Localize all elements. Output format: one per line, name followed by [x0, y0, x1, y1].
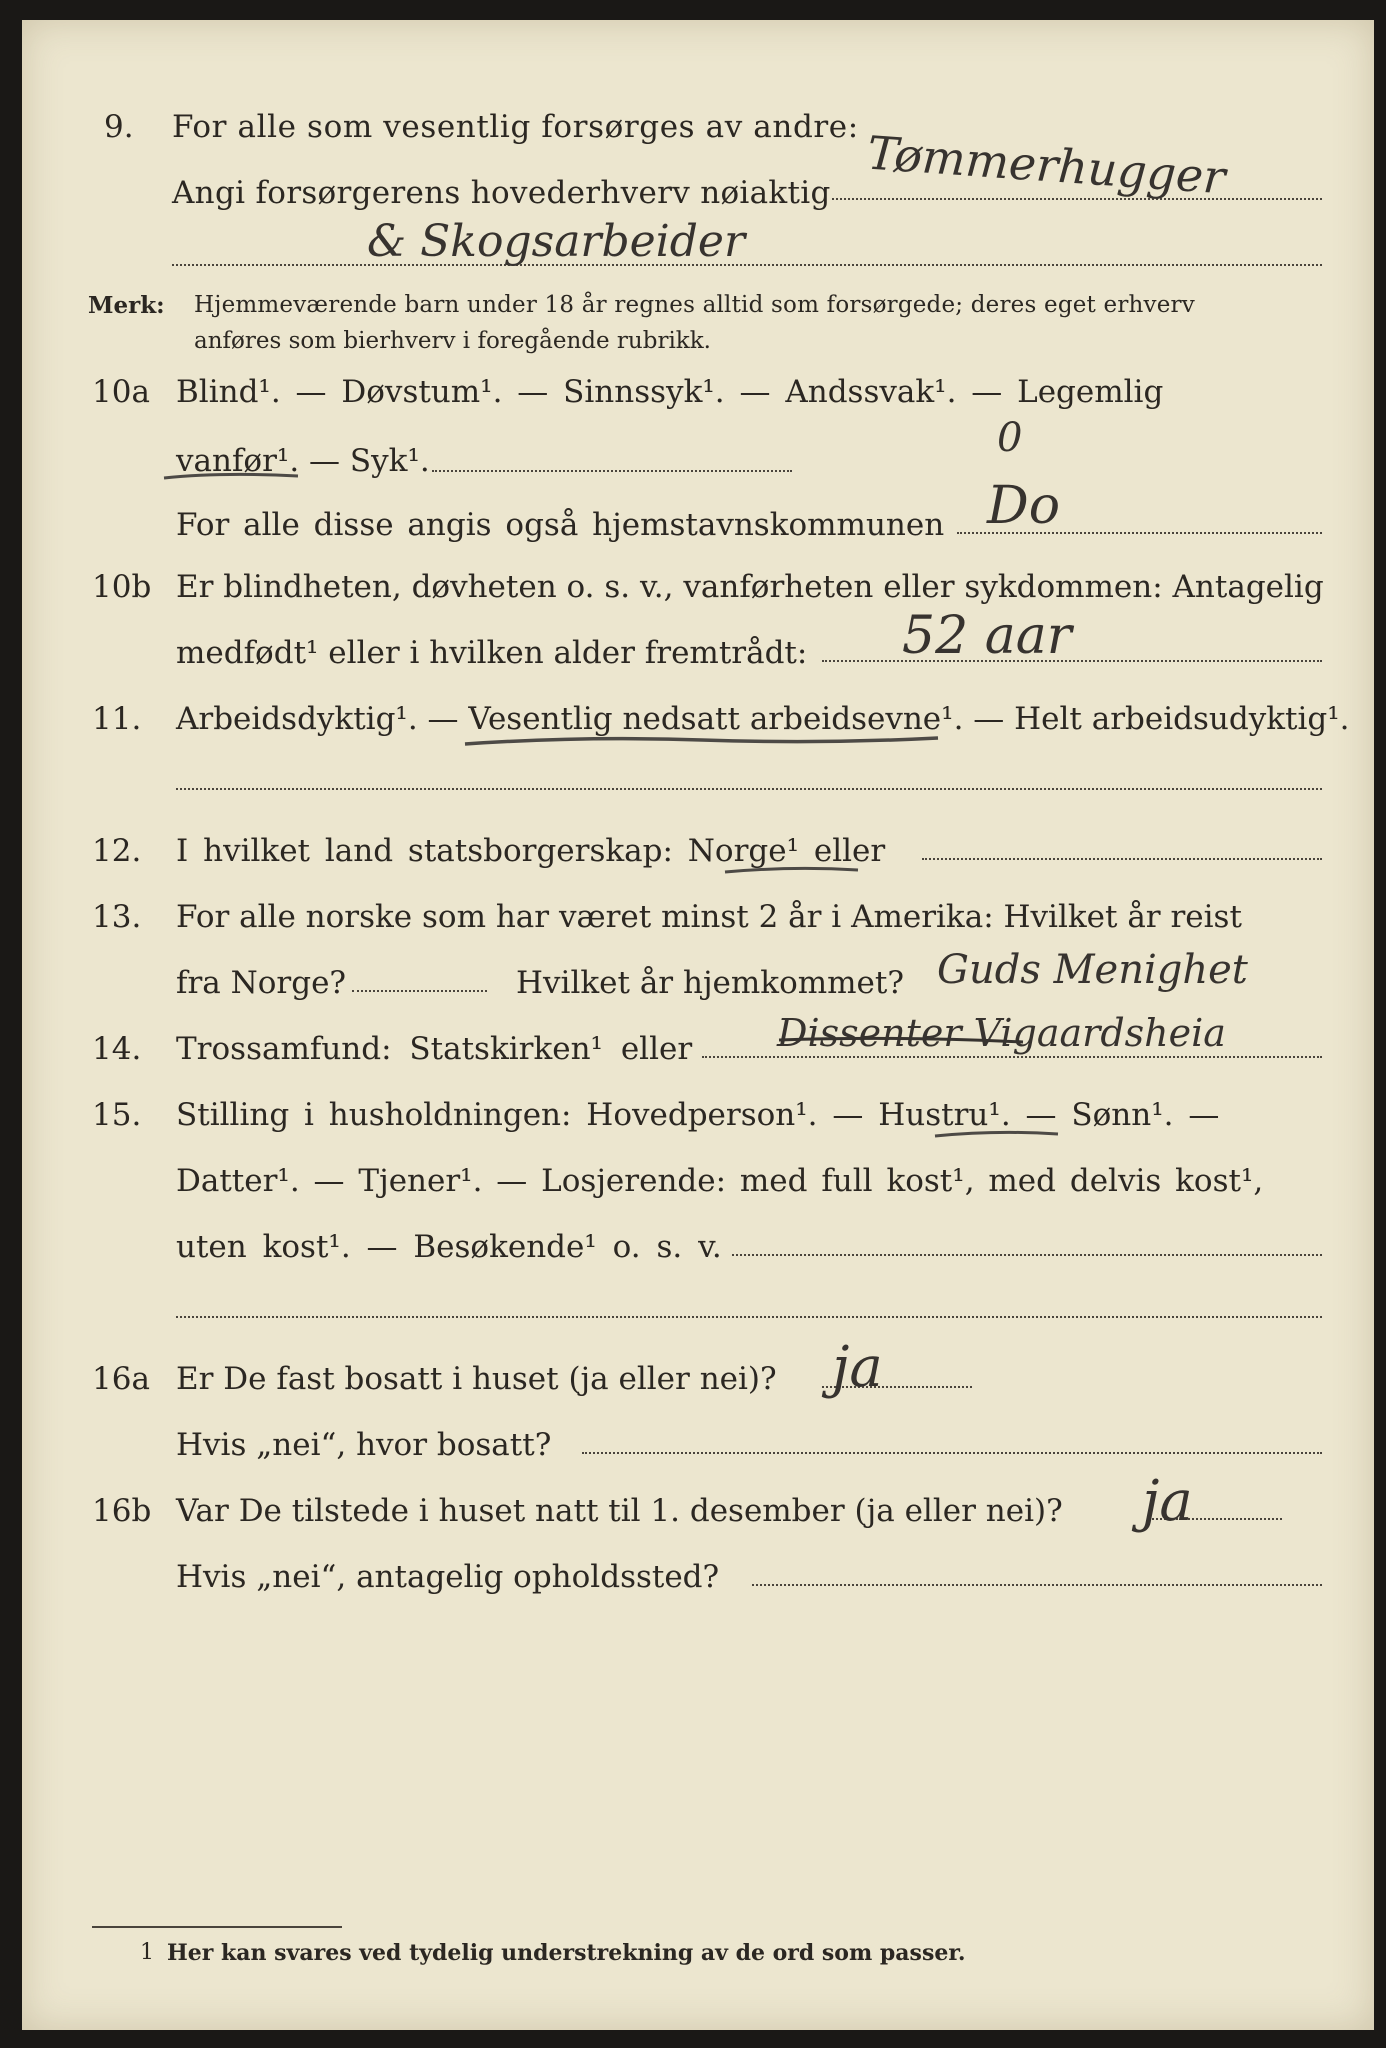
q16a-number: 16a — [92, 1361, 150, 1397]
q16b-line2: Hvis „nei“, antagelig opholdssted? — [176, 1559, 720, 1595]
q12-number: 12. — [92, 833, 142, 869]
q15-answer-line1 — [732, 1254, 1322, 1256]
footnote-text: Her kan svares ved tydelig understrekning av de ord som passer. — [167, 1940, 966, 1966]
q16b-handwritten-answer: ja — [1142, 1469, 1193, 1534]
q9-answer-line — [832, 198, 1322, 200]
q13-line1: For alle norske som har været minst 2 år i Amerika: Hvilket år reist — [176, 899, 1242, 935]
q16a-handwritten-answer: ja — [832, 1335, 883, 1400]
q13-line2b: Hvilket år hjemkommet? — [516, 965, 904, 1001]
q10b-line1: Er blindheten, døvheten o. s. v., vanførheten eller sykdommen: Antagelig — [176, 569, 1324, 605]
q16b-line1: Var De tilstede i huset natt til 1. desember (ja eller nei)? — [176, 1493, 1063, 1529]
q16a-answer-line2 — [582, 1452, 1322, 1454]
q10a-line1: Blind¹. — Døvstum¹. — Sinnssyk¹. — Andssvak¹. — Legemlig — [176, 374, 1164, 410]
form-page — [22, 20, 1374, 2030]
q10a-answer-line1 — [432, 470, 792, 472]
footnote-marker: 1 — [140, 1940, 154, 1965]
q14-number: 14. — [92, 1031, 142, 1067]
q15-line1: Stilling i husholdningen: Hovedperson¹. — Hustru¹. — Sønn¹. — — [176, 1097, 1220, 1133]
q10a-line3: For alle disse angis også hjemstavnskommunen — [176, 507, 945, 543]
q11-answer-line — [176, 788, 1322, 790]
q16b-number: 16b — [92, 1493, 152, 1529]
q14-handwritten-answer: Dissenter Vigaardsheia — [777, 1011, 1226, 1055]
q11-line1: Arbeidsdyktig¹. — Vesentlig nedsatt arbeidsevne¹. — Helt arbeidsudyktig¹. — [176, 701, 1350, 737]
q9-handwritten-answer1: Tømmerhugger — [865, 125, 1228, 205]
q16b-answer-line2 — [752, 1584, 1322, 1586]
q16a-line1: Er De fast bosatt i huset (ja eller nei)? — [176, 1361, 777, 1397]
q15-answer-line2 — [176, 1316, 1322, 1318]
q9-handwritten-answer2: & Skogsarbeider — [367, 216, 745, 267]
merk-label: Merk: — [88, 292, 165, 319]
norge-underline — [722, 862, 862, 878]
q13-handwritten-answer: Guds Menighet — [937, 947, 1248, 993]
q9-second-line — [172, 264, 1322, 266]
q9-line1: For alle som vesentlig forsørges av andre: — [172, 109, 859, 145]
q10b-handwritten-answer: 52 aar — [902, 606, 1072, 666]
footnote-rule — [92, 1926, 342, 1928]
q10b-number: 10b — [92, 569, 152, 605]
q13-line2a: fra Norge? — [176, 965, 347, 1001]
hustru-underline — [932, 1126, 1062, 1142]
q13-number: 13. — [92, 899, 142, 935]
q10a-number: 10a — [92, 374, 150, 410]
q12-line1: I hvilket land statsborgerskap: Norge¹ eller — [176, 833, 886, 869]
q9-line2: Angi forsørgerens hovederhverv nøiaktig — [172, 175, 831, 211]
q13-reist-line — [352, 990, 487, 992]
q16a-line2: Hvis „nei“, hvor bosatt? — [176, 1427, 552, 1463]
nedsatt-underline — [462, 730, 942, 752]
q15-line3: uten kost¹. — Besøkende¹ o. s. v. — [176, 1229, 722, 1265]
q14-line1: Trossamfund: Statskirken¹ eller — [176, 1031, 693, 1067]
q15-line2: Datter¹. — Tjener¹. — Losjerende: med full kost¹, med delvis kost¹, — [176, 1163, 1264, 1199]
q9-number: 9. — [104, 109, 134, 145]
q10a-line2: vanfør¹. — Syk¹. — [176, 443, 430, 479]
q10b-line2: medfødt¹ eller i hvilken alder fremtrådt: — [176, 635, 808, 671]
merk-line1: Hjemmeværende barn under 18 år regnes alltid som forsørgede; deres eget erhverv — [194, 292, 1195, 318]
q11-number: 11. — [92, 701, 142, 737]
q10b-answer-line — [822, 660, 1322, 662]
vanfor-underline — [162, 468, 302, 484]
q12-answer-line — [922, 858, 1322, 860]
merk-line2: anføres som bierhverv i foregående rubrikk. — [194, 328, 711, 354]
q14-answer-line — [702, 1056, 1322, 1058]
q15-number: 15. — [92, 1097, 142, 1133]
q10a-handwritten-answer2: Do — [987, 476, 1060, 536]
q10a-handwritten-answer1: 0 — [997, 415, 1023, 461]
dissenter-strikethrough — [777, 1030, 1027, 1050]
